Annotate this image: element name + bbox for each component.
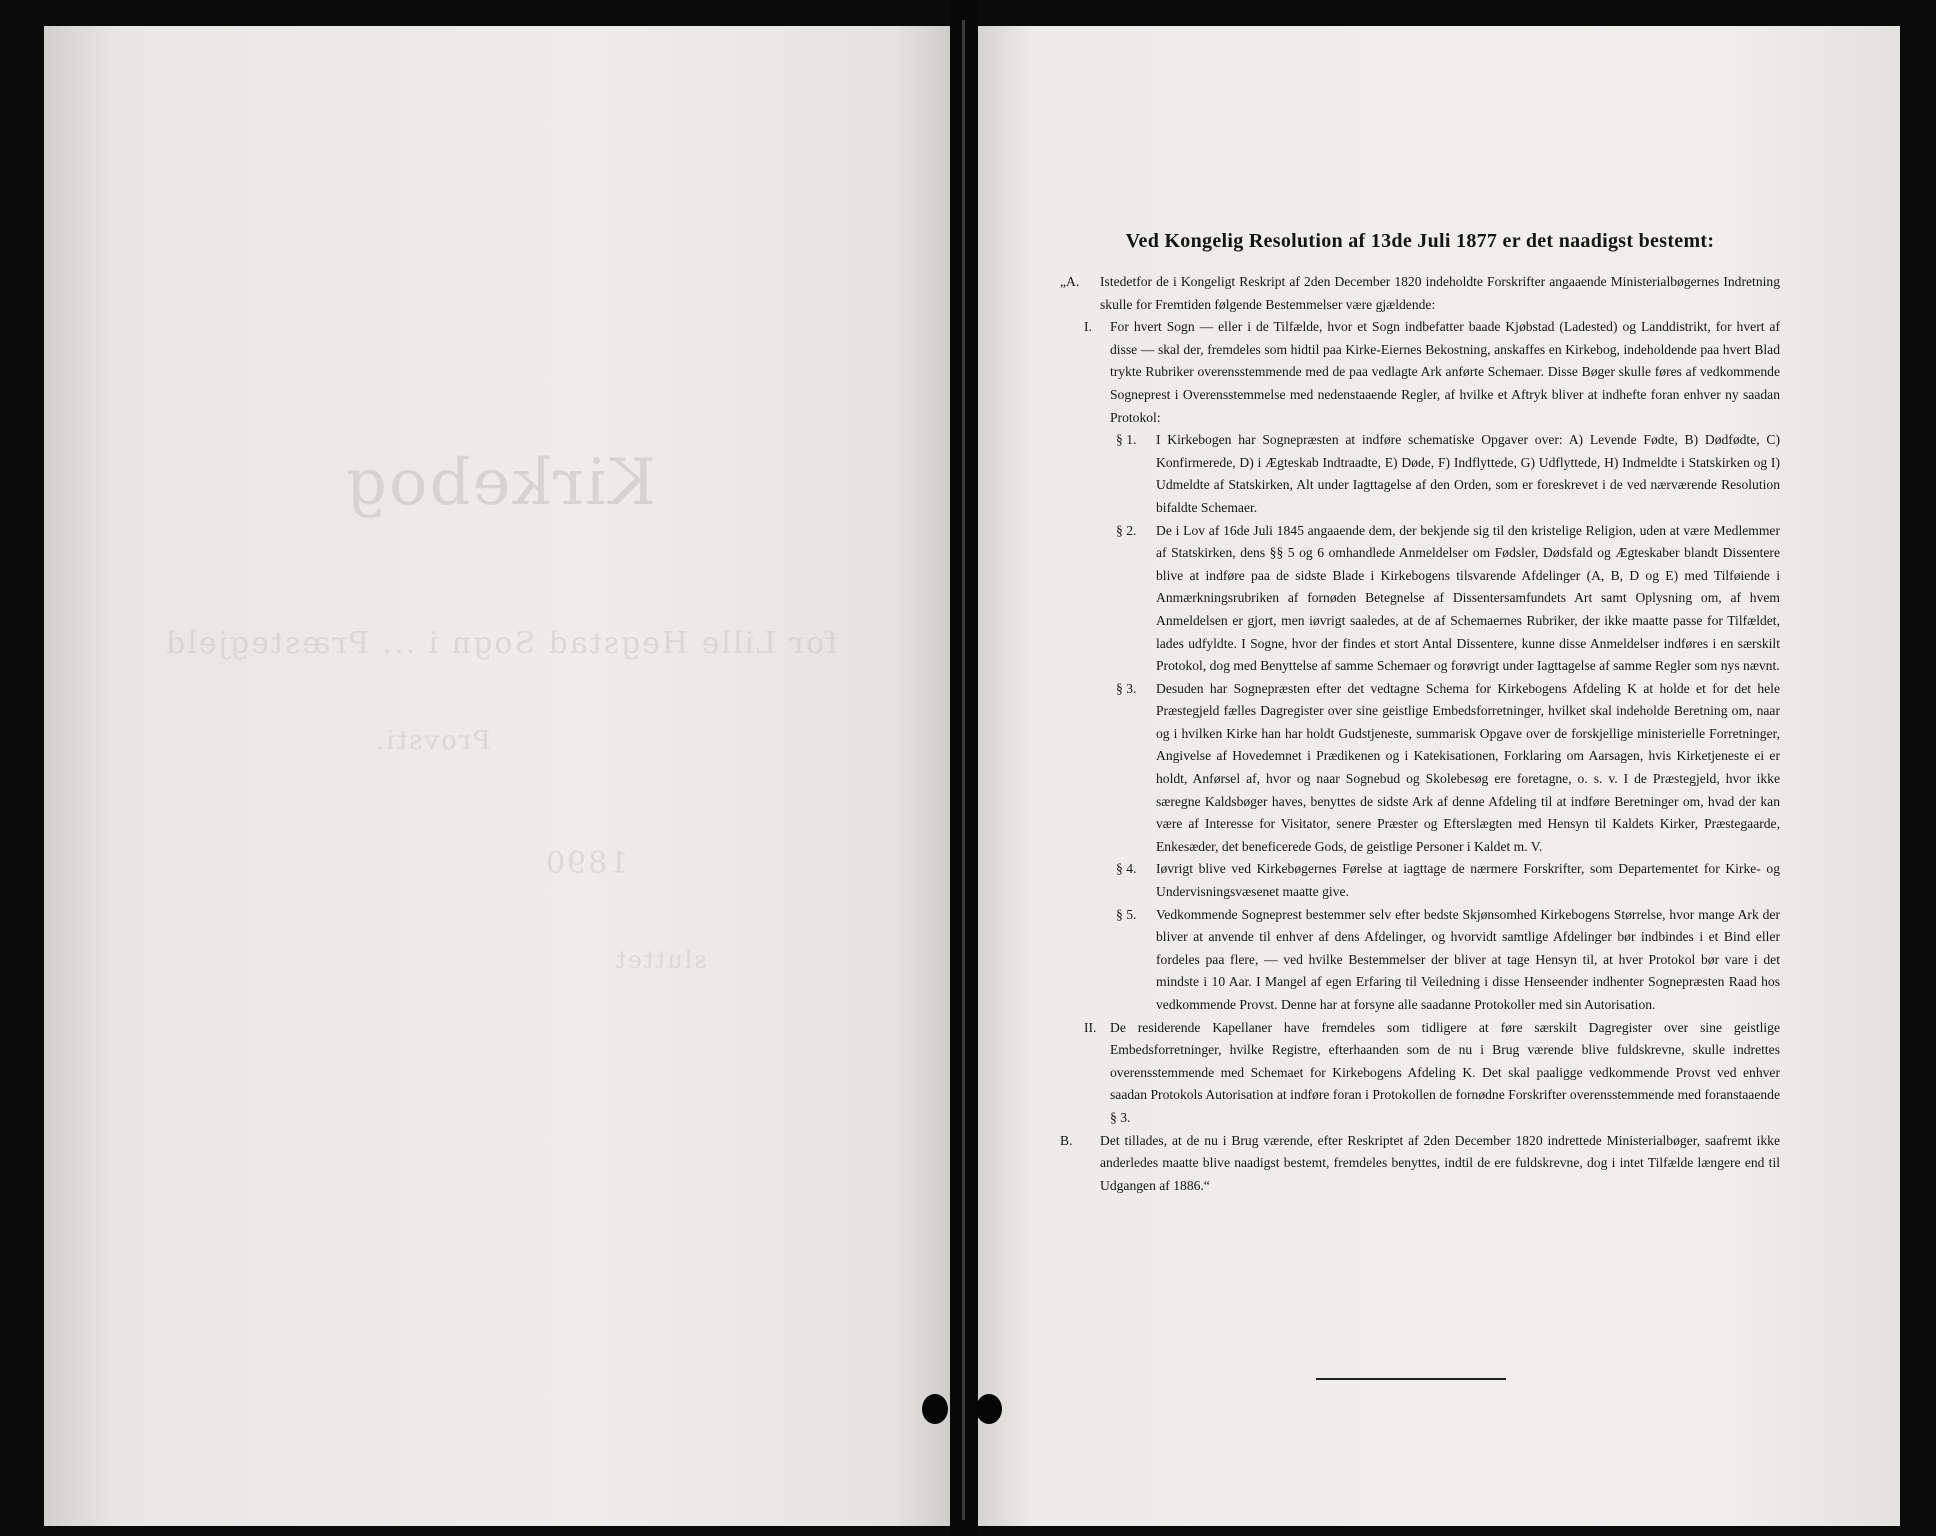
document-title: Ved Kongelig Resolution af 13de Juli 1877 er det naadigst bestemt: <box>1125 230 1715 252</box>
closing-rule <box>1316 1378 1506 1380</box>
paragraph-3 <box>1116 678 1780 859</box>
section-a <box>1060 271 1780 316</box>
item-ii <box>1084 1017 1780 1130</box>
ghost-title: Kirkebog <box>344 446 656 520</box>
paragraph-text: I Kirkebogen har Sognepræsten at indføre schematiske Opgaver over: A) Levende Fødte, B) Dødfødte, C) Konfirmerede, D) i Ægteskab Indtraadte, E) Døde, F) Indflyttede, G) Udflyttede, H) Indmeldte i Statskirken og I) Udmeldte af Statskirken, Alt under Iagttagelse af den Orden, som er foreskrevet i de ved nærværende Resolution bifaldte Schemaer. <box>1156 432 1780 515</box>
section-b-label: B. <box>1060 1132 1073 1148</box>
ghost-sluttet: sluttet <box>614 946 707 974</box>
paragraph-text: De i Lov af 16de Juli 1845 angaaende dem, der bekjende sig til den kristelige Religion, uden at være Medlemmer af Statskirken, dens §§ 5 og 6 omhandlede Anmeldelser om Fødsler, Dødsfald og Ægteskaber blandt Dissentere blive at indføre paa de sidste Blade i Kirkebogens tilsvarende Afdelinger (A, B, D og E) med Tilføiende i Anmærkningsrubriken af fornøden Betegnelse af Dissentersamfundets Art samt Oplysning om, af hvem Anmeldelsen er gjort, men iøvrigt saaledes, at de af Schemaernes Rubriker, der ikke maatte passe for Tilfældet, lades udfyldte. I Sogne, hvor der findes et stort Antal Dissentere, kunne disse Anmeldelser indføres i en særskilt Protokol, dog med Benyttelse af samme Schemaer og forøvrigt under Iagttagelse af samme Regler som nys nævnt. <box>1156 522 1780 674</box>
paragraph-text: Vedkommende Sogneprest bestemmer selv efter bedste Skjønsomhed Kirkebogens Størrelse, hvor mange Ark der bliver at anvende til enhver af dens Afdelinger, og hvorvidt samtlige Afdelinger bør indbindes i et Bind eller fordeles paa flere, — ved hvilke Bestemmelser der bliver at tage Hensyn til, at hver Protokol bør vare i det mindste i 10 Aar. I Mangel af egen Erfaring til Veiledning i disse Henseender indhenter Sognepræsten Raad hos vedkommende Provst. Denne har at forsyne alle saadanne Protokoller med sin Autorisation. <box>1156 906 1780 1012</box>
section-b-text: Det tillades, at de nu i Brug værende, efter Reskriptet af 2den December 1820 indrettede Ministerialbøger, saafremt ikke anderledes maatte blive naadigst bestemt, fremdeles benyttes, indtil de ere fuldskrevne, dog i intet Tilfælde længere end til Udgangen af 1886.“ <box>1100 1132 1780 1193</box>
section-b <box>1060 1130 1780 1198</box>
item-ii-label: II. <box>1084 1019 1097 1035</box>
ghost-provst: Provsti. <box>374 726 491 756</box>
ghost-line: for Lille Hegstad Sogn i ... Præstegjeld <box>164 626 838 661</box>
resolution-text <box>1060 230 1780 1197</box>
left-page <box>44 26 950 1526</box>
paragraph-2 <box>1116 520 1780 678</box>
section-a-text: Istedetfor de i Kongeligt Reskript af 2den December 1820 indeholdte Forskrifter angaaende Ministerialbøgernes Indretning skulle for Fremtiden følgende Bestemmelser være gjældende: <box>1100 274 1780 312</box>
binding-hole-left <box>922 1394 948 1424</box>
ghost-year: 1890 <box>544 846 629 881</box>
item-i-text: For hvert Sogn — eller i de Tilfælde, hvor et Sogn indbefatter baade Kjøbstad (Ladested) og Landdistrikt, for hvert af disse — skal der, fremdeles som hidtil paa Kirke-Eiernes Bekostning, anskaffes en Kirkebog, indeholdende paa hvert Blad trykte Rubriker overensstemmende med de paa vedlagte Ark anførte Schemaer. Disse Bøger skulle føres af vedkommende Sogneprest i Overensstemmelse med nedenstaaende Regler, af hvilke et Aftryk bliver at indhefte foran enhver ny saadan Protokol: <box>1110 319 1780 425</box>
binding-hole-right <box>976 1394 1002 1424</box>
paragraph-label: § 1. <box>1116 432 1137 448</box>
paragraph-text: Iøvrigt blive ved Kirkebøgernes Førelse at iagttage de nærmere Forskrifter, som Departementet for Kirke- og Undervisningsvæsenet maatte give. <box>1156 861 1780 900</box>
paragraph-label: § 5. <box>1116 906 1137 922</box>
item-i <box>1084 316 1780 429</box>
paragraph-label: § 2. <box>1116 522 1137 538</box>
gutter-line <box>962 20 965 1520</box>
section-a-label: „A. <box>1060 274 1080 289</box>
paragraph-label: § 3. <box>1116 680 1137 696</box>
item-ii-text: De residerende Kapellaner have fremdeles som tidligere at føre særskilt Dagregister over sine geistlige Embedsforretninger, hvilke Registre, efterhaanden som de nu i Brug værende blive fuldskrevne, skulle indrettes overensstemmende med Schemaet for Kirkebogens Afdeling K. Det skal paaligge vedkommende Provst ved enhver saadan Protokols Autorisation at indføre foran i Protokollen de fornødne Forskrifter overensstemmende med foranstaaende § 3. <box>1110 1019 1780 1125</box>
paragraph-label: § 4. <box>1116 861 1137 877</box>
paragraph-1 <box>1116 429 1780 519</box>
paragraph-5 <box>1116 904 1780 1017</box>
paragraph-4 <box>1116 858 1780 903</box>
paragraph-text: Desuden har Sognepræsten efter det vedtagne Schema for Kirkebogens Afdeling K at holde et for det hele Præstegjeld fælles Dagregister over sine geistlige Embedsforretninger, hvilket skal indeholde Beretning om, naar og i hvilken Kirke han har holdt Gudstjeneste, summarisk Opgave over de forskjellige ministerielle Forretninger, Angivelse af Hovedemnet i Prædikenen og i Katekisationen, Forklaring om Aarsagen, hvis Kirketjeneste ei er holdt, Anførsel af, hvor og naar Sognebud og Skolebesøg ere foretagne, o. s. v. I de Præstegjeld, hvor ikke særegne Kaldsbøger haves, benyttes de sidste Ark af denne Afdeling til at indføre Beretninger om, hvad der kan være af Interesse for Visitator, senere Præster og Efterslægten med Hensyn til Kaldets Kirker, Præstegaarde, Enkesæder, det beneficerede Gods, de geistlige Personer i Kaldet m. V. <box>1156 680 1780 854</box>
item-i-label: I. <box>1084 319 1092 335</box>
